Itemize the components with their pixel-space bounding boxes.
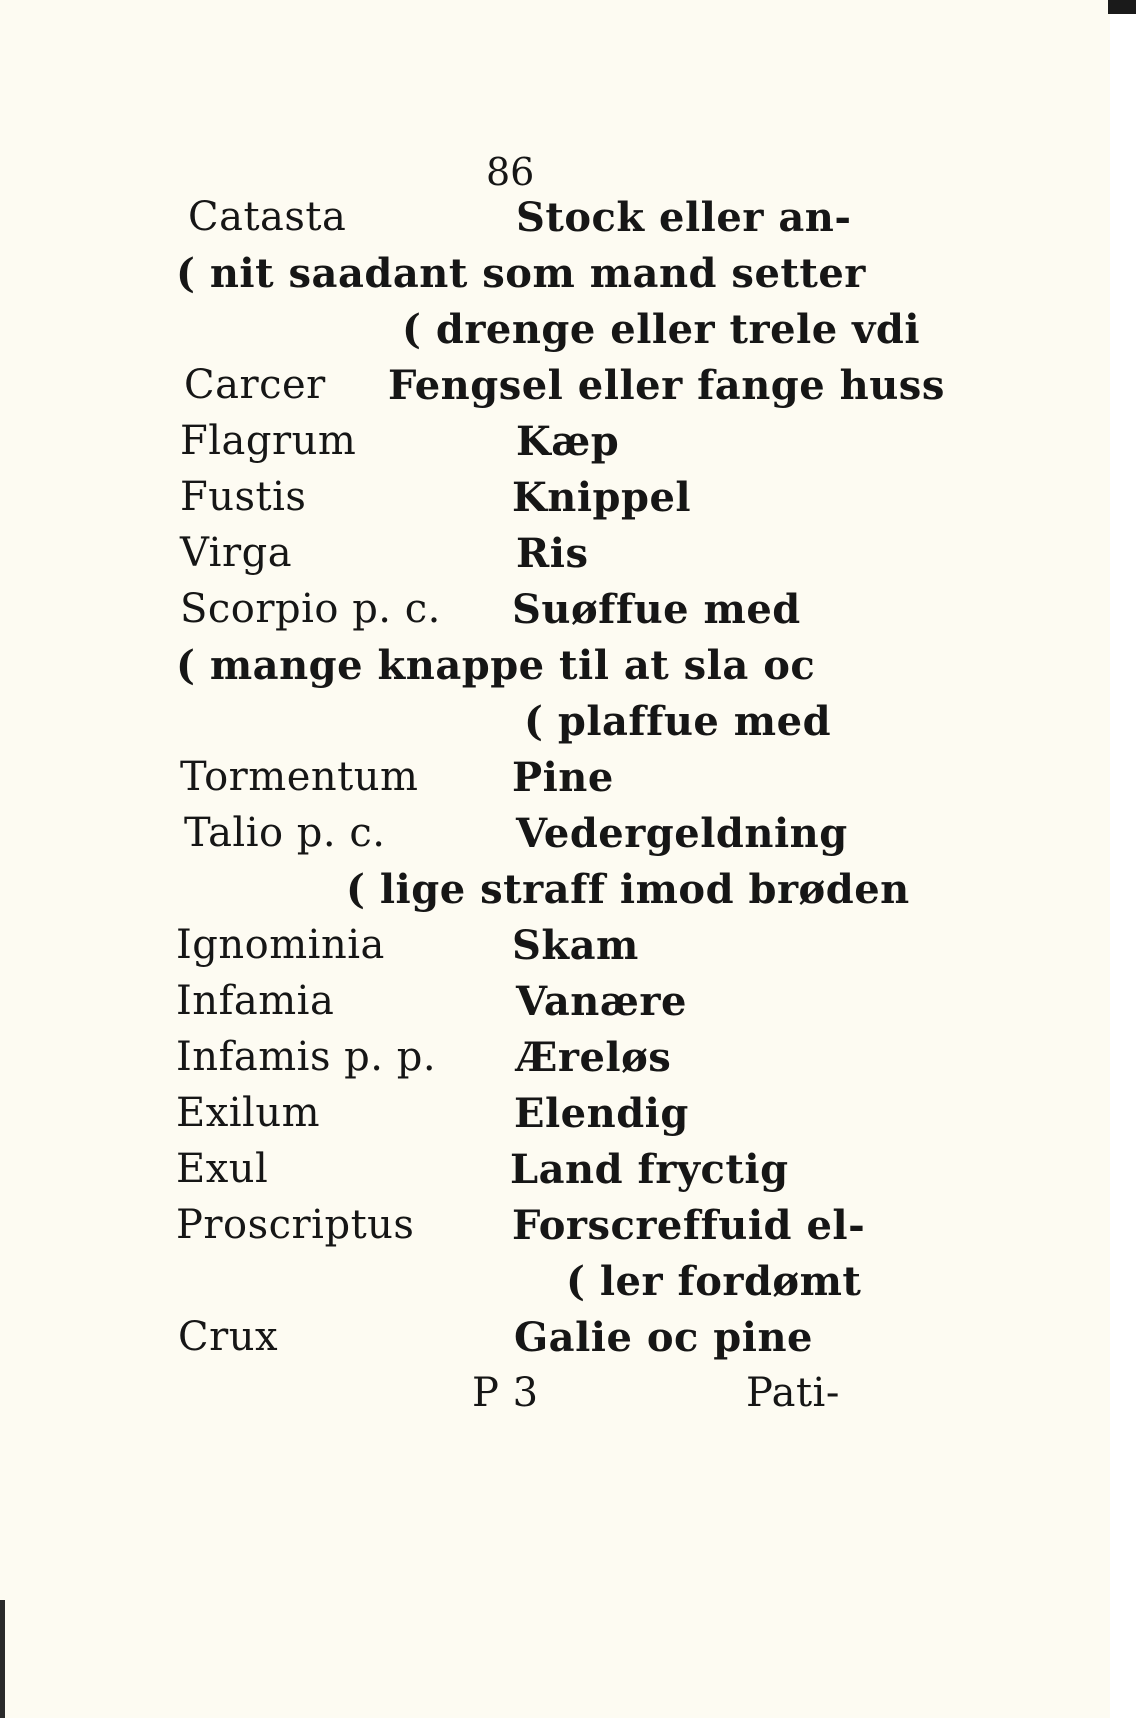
- entry-row: [0, 642, 1110, 698]
- danish-gloss: ( ler fordømt: [566, 1258, 862, 1305]
- danish-gloss: Suøffue med: [512, 586, 801, 633]
- entry-row: [0, 1258, 1110, 1314]
- entry-row: [0, 530, 1110, 586]
- danish-gloss: Galie oc pine: [514, 1314, 813, 1361]
- danish-gloss: Vanære: [516, 978, 687, 1025]
- entry-row: [0, 474, 1110, 530]
- entry-row: [0, 306, 1110, 362]
- catchword: Pati-: [746, 1370, 840, 1416]
- latin-term: Fustis: [180, 474, 307, 520]
- latin-term: Flagrum: [180, 418, 357, 464]
- entry-row: [0, 1146, 1110, 1202]
- entry-row: [0, 194, 1110, 250]
- latin-term: Proscriptus: [176, 1202, 415, 1248]
- entry-row: [0, 250, 1110, 306]
- signature-mark: P 3: [472, 1370, 539, 1416]
- latin-term: Crux: [178, 1314, 279, 1360]
- danish-gloss: Pine: [512, 754, 614, 801]
- danish-gloss: Elendig: [514, 1090, 689, 1137]
- latin-term: Talio p. c.: [184, 810, 386, 856]
- entry-row: [0, 810, 1110, 866]
- latin-term: Infamia: [176, 978, 335, 1024]
- latin-term: Tormentum: [180, 754, 419, 800]
- danish-gloss: Kæp: [516, 418, 620, 465]
- entry-row: [0, 586, 1110, 642]
- latin-term: Exilum: [176, 1090, 321, 1136]
- danish-gloss: Land fryctig: [510, 1146, 789, 1193]
- entry-row: [0, 978, 1110, 1034]
- danish-gloss: Vedergeldning: [516, 810, 848, 857]
- entry-row: [0, 362, 1110, 418]
- latin-term: Virga: [180, 530, 293, 576]
- latin-term: Exul: [176, 1146, 269, 1192]
- latin-term: Infamis p. p.: [176, 1034, 437, 1080]
- entry-row: [0, 698, 1110, 754]
- entry-row: [0, 418, 1110, 474]
- latin-term: Catasta: [188, 194, 347, 240]
- danish-gloss: Forscreffuid el-: [512, 1202, 866, 1249]
- danish-gloss: ( nit saadant som mand setter: [176, 250, 866, 297]
- danish-gloss: Fengsel eller fange huss: [388, 362, 945, 409]
- scan-edge-line: [0, 1600, 5, 1718]
- entry-row: [0, 922, 1110, 978]
- danish-gloss: ( lige straff imod brøden: [346, 866, 910, 913]
- danish-gloss: ( mange knappe til at sla oc: [176, 642, 816, 689]
- danish-gloss: Æreløs: [516, 1034, 672, 1081]
- danish-gloss: Stock eller an-: [516, 194, 852, 241]
- page-footer: [0, 1370, 1110, 1426]
- entry-row: [0, 866, 1110, 922]
- entry-row: [0, 1202, 1110, 1258]
- danish-gloss: Knippel: [512, 474, 692, 521]
- latin-term: Scorpio p. c.: [180, 586, 441, 632]
- page-number: 86: [486, 150, 535, 194]
- danish-gloss: Ris: [516, 530, 589, 577]
- danish-gloss: ( drenge eller trele vdi: [402, 306, 921, 353]
- entry-row: [0, 754, 1110, 810]
- latin-term: Carcer: [184, 362, 326, 408]
- danish-gloss: Skam: [512, 922, 639, 969]
- scan-edge-mark: [1108, 0, 1136, 14]
- latin-term: Ignominia: [176, 922, 385, 968]
- entry-row: [0, 1090, 1110, 1146]
- entry-row: [0, 1314, 1110, 1370]
- entry-row: [0, 1034, 1110, 1090]
- danish-gloss: ( plaffue med: [524, 698, 832, 745]
